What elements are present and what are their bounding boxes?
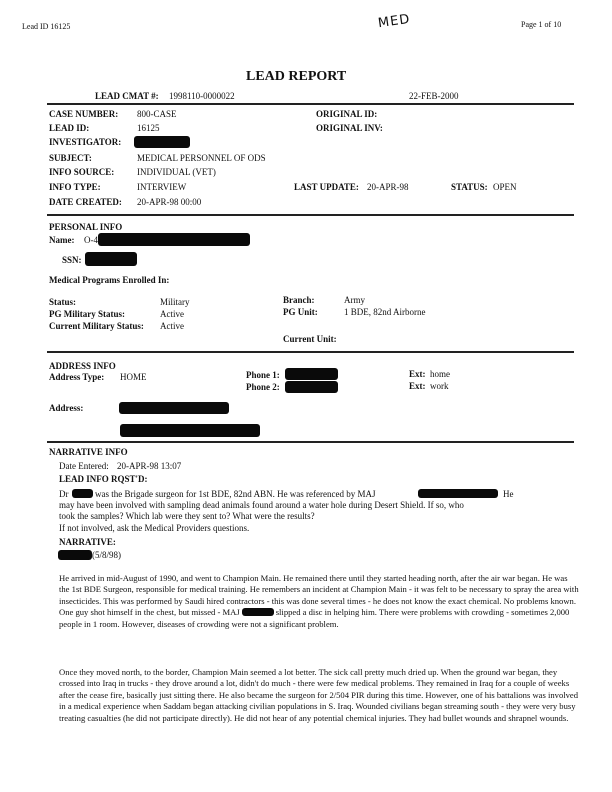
personal-info-heading: PERSONAL INFO — [49, 222, 123, 232]
name-prefix: O-4 — [84, 235, 98, 245]
address-label: Address: — [49, 403, 84, 413]
info-source-value: INDIVIDUAL (VET) — [137, 167, 216, 177]
redaction-investigator — [134, 136, 190, 148]
phone1-label: Phone 1: — [246, 370, 280, 380]
last-update-label: LAST UPDATE: — [294, 182, 359, 192]
date-created-value: 20-APR-98 00:00 — [137, 197, 202, 207]
info-source-label: INFO SOURCE: — [49, 167, 115, 177]
redaction-address-line1 — [119, 402, 229, 414]
phone2-label: Phone 2: — [246, 382, 280, 392]
branch-value: Army — [344, 295, 365, 305]
redaction-phone2 — [285, 381, 338, 393]
report-date: 22-FEB-2000 — [409, 91, 459, 101]
ext2-value: work — [430, 381, 449, 391]
case-number-label: CASE NUMBER: — [49, 109, 119, 119]
date-entered-label: Date Entered: — [59, 461, 109, 471]
name-label: Name: — [49, 235, 75, 245]
redaction-name — [98, 233, 250, 246]
redaction-interviewer — [58, 550, 92, 560]
handwritten-note: MED — [377, 11, 412, 32]
request-text-line3: took the samples? Which lab were they sent to? What were the results? — [59, 511, 315, 521]
narrative-paragraph-1 — [59, 573, 579, 630]
current-status-value: Active — [160, 321, 184, 331]
status-label: STATUS: — [451, 182, 488, 192]
original-inv-label: ORIGINAL INV: — [316, 123, 383, 133]
redaction-maj-name — [418, 489, 498, 498]
narrative-info-heading: NARRATIVE INFO — [49, 447, 128, 457]
info-type-label: INFO TYPE: — [49, 182, 101, 192]
redaction-doctor-name — [72, 489, 93, 498]
address-type-value: HOME — [120, 372, 147, 382]
cmat-label: LEAD CMAT #: — [95, 91, 159, 101]
last-update-value: 20-APR-98 — [367, 182, 409, 192]
divider — [47, 351, 574, 353]
lead-id-label: LEAD ID: — [49, 123, 90, 133]
divider — [47, 103, 574, 105]
request-text-line1: was the Brigade surgeon for 1st BDE, 82nd ABN. He was referenced by MAJ — [95, 489, 376, 499]
ssn-label: SSN: — [62, 255, 82, 265]
case-number-value: 800-CASE — [137, 109, 177, 119]
programs-label: Medical Programs Enrolled In: — [49, 275, 170, 285]
address-info-heading: ADDRESS INFO — [49, 361, 116, 371]
current-status-label: Current Military Status: — [49, 321, 144, 331]
status-value: OPEN — [493, 182, 517, 192]
redaction-ssn — [85, 252, 137, 266]
narrative-date: (5/8/98) — [92, 550, 121, 560]
branch-label: Branch: — [283, 295, 315, 305]
request-text-start: Dr — [59, 489, 69, 499]
mil-status-label: Status: — [49, 297, 77, 307]
narrative-label: NARRATIVE: — [59, 537, 116, 547]
mil-status-value: Military — [160, 297, 190, 307]
divider — [47, 441, 574, 443]
request-text-line1-end: He — [503, 489, 514, 499]
redaction-address-line2 — [120, 424, 260, 437]
ext2-label: Ext: — [409, 381, 426, 391]
info-type-value: INTERVIEW — [137, 182, 187, 192]
address-type-label: Address Type: — [49, 372, 105, 382]
redaction-maj-name-2 — [242, 608, 274, 616]
page-indicator: Page 1 of 10 — [521, 20, 562, 29]
redaction-phone1 — [285, 368, 338, 380]
pg-status-value: Active — [160, 309, 184, 319]
narrative-paragraph-1-text-cont: slipped a disc in helping him. There were problems with crowding - sometimes 2,000 people in 1 room. However, diseases of crowding were not a significant problem. — [59, 607, 570, 629]
divider — [47, 214, 574, 216]
cmat-value: 1998110-0000022 — [169, 91, 235, 101]
request-text-line2: may have been involved with sampling dead animals found around a water hole during Desert Shield. If so, who — [59, 500, 464, 510]
lead-id-header: Lead ID 16125 — [22, 22, 71, 31]
request-text-line4: If not involved, ask the Medical Providers questions. — [59, 523, 250, 533]
original-id-label: ORIGINAL ID: — [316, 109, 378, 119]
date-entered-value: 20-APR-98 13:07 — [117, 461, 182, 471]
investigator-label: INVESTIGATOR: — [49, 137, 122, 147]
date-created-label: DATE CREATED: — [49, 197, 122, 207]
narrative-paragraph-2: Once they moved north, to the border, Champion Main seemed a lot better. The sick call pretty much dried up. When the ground war began, they crossed into Iraq in trucks - they drove around a lot, didn't do much - there were few medical problems. They remained in Iraq for a couple of weeks after the cease fire, basically just sitting there. He also became the surgeon for 2/504 PIR during this time. However, one of his battalions was involved in a medical experience when Saddam began attacking civilian populations in S. Iraq. Wounded civilians began streaming south - they were very busy treating casualties (he did not participate directly). He did not hear of any potential chemical injuries. They had bullet wounds and shrapnel wounds. — [59, 667, 579, 723]
pg-unit-value: 1 BDE, 82nd Airborne — [344, 307, 426, 317]
subject-label: SUBJECT: — [49, 153, 92, 163]
lead-id-value: 16125 — [137, 123, 160, 133]
narrative-paragraph-1-text: He arrived in mid-August of 1990, and went to Champion Main. He remained there until they started heading north, after the air war began. He was the 1st BDE Surgeon, responsible for medical training. He remembers an incident at Champion Main - it was felt to be necessary to spray the area with insecticides. This was performed by Saudi hired contractors - this was done several times - he does not know the exact chemical. No problems known. One guy shot himself in the chest, but missed - MAJ — [59, 573, 579, 618]
subject-value: MEDICAL PERSONNEL OF ODS — [137, 153, 266, 163]
current-unit-label: Current Unit: — [283, 334, 337, 344]
pg-status-label: PG Military Status: — [49, 309, 125, 319]
ext1-value: home — [430, 369, 450, 379]
pg-unit-label: PG Unit: — [283, 307, 318, 317]
lead-info-requested-label: LEAD INFO RQST'D: — [59, 474, 148, 484]
ext1-label: Ext: — [409, 369, 426, 379]
page-title: LEAD REPORT — [246, 69, 347, 84]
